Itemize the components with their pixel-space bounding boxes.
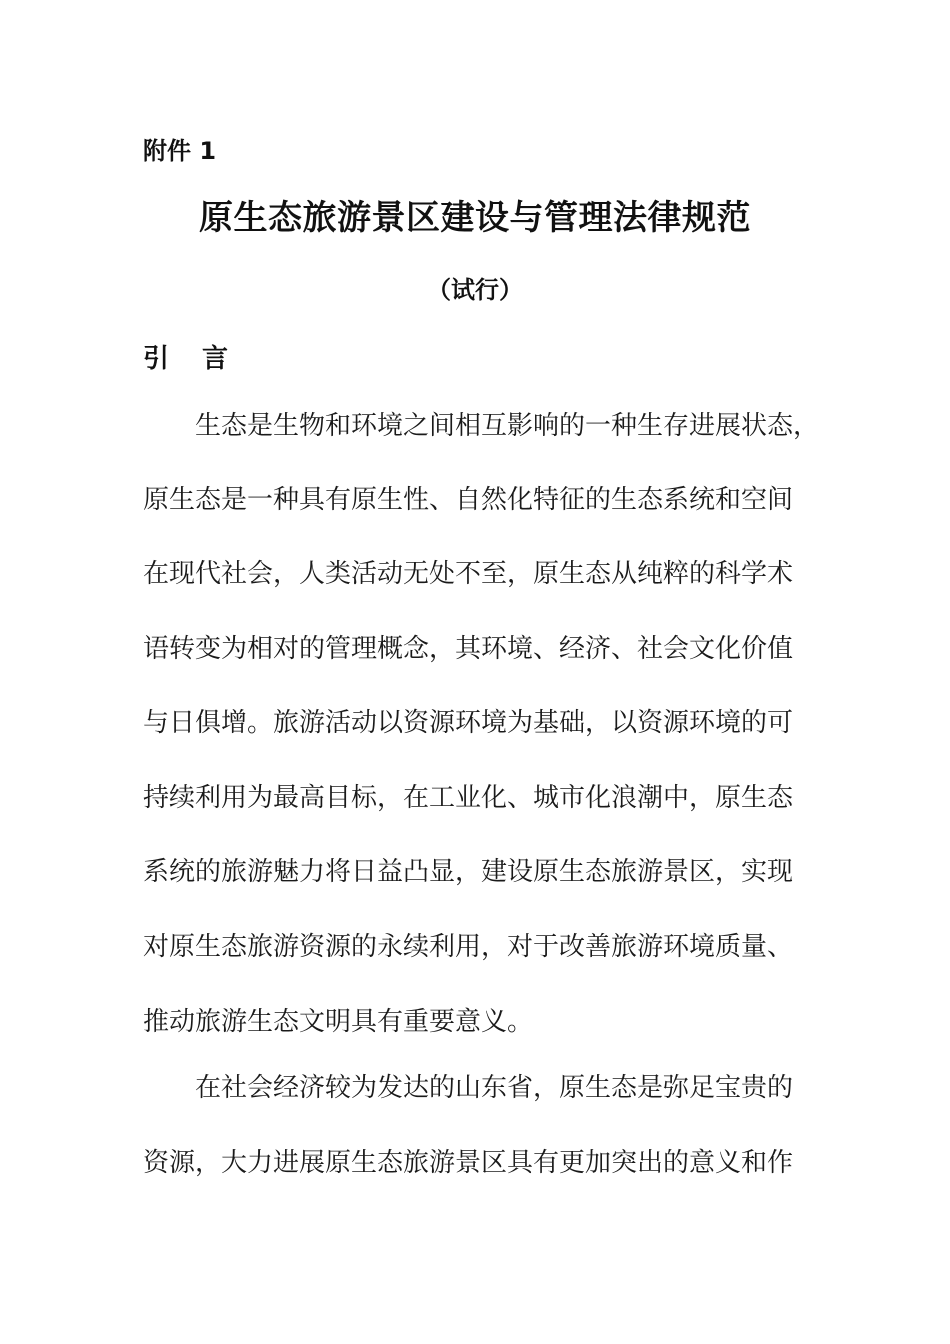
paragraph-line: 原生态是一种具有原生性、自然化特征的生态系统和空间 [143, 485, 794, 515]
paragraph-line: 在社会经济较为发达的山东省，原生态是弥足宝贵的 [195, 1073, 794, 1103]
paragraph-line: 语转变为相对的管理概念，其环境、经济、社会文化价值 [143, 634, 794, 664]
paragraph-line: 推动旅游生态文明具有重要意义。 [143, 1007, 534, 1037]
paragraph-line: 持续利用为最高目标，在工业化、城市化浪潮中，原生态 [143, 783, 794, 813]
document-subtitle: （试行） [427, 276, 523, 304]
paragraph-line: 在现代社会，人类活动无处不至，原生态从纯粹的科学术 [143, 559, 794, 589]
paragraph-line: 生态是生物和环境之间相互影响的一种生存进展状态， [195, 411, 820, 441]
paragraph-line: 与日俱增。旅游活动以资源环境为基础，以资源环境的可 [143, 708, 794, 738]
attachment-label: 附件 1 [143, 137, 217, 165]
paragraph-line: 资源，大力进展原生态旅游景区具有更加突出的意义和作 [143, 1148, 794, 1178]
paragraph-line: 对原生态旅游资源的永续利用，对于改善旅游环境质量、 [143, 932, 794, 962]
section-heading: 引 言 [143, 344, 241, 374]
paragraph-line: 系统的旅游魅力将日益凸显，建设原生态旅游景区，实现 [143, 857, 794, 887]
document-title: 原生态旅游景区建设与管理法律规范 [199, 198, 751, 238]
